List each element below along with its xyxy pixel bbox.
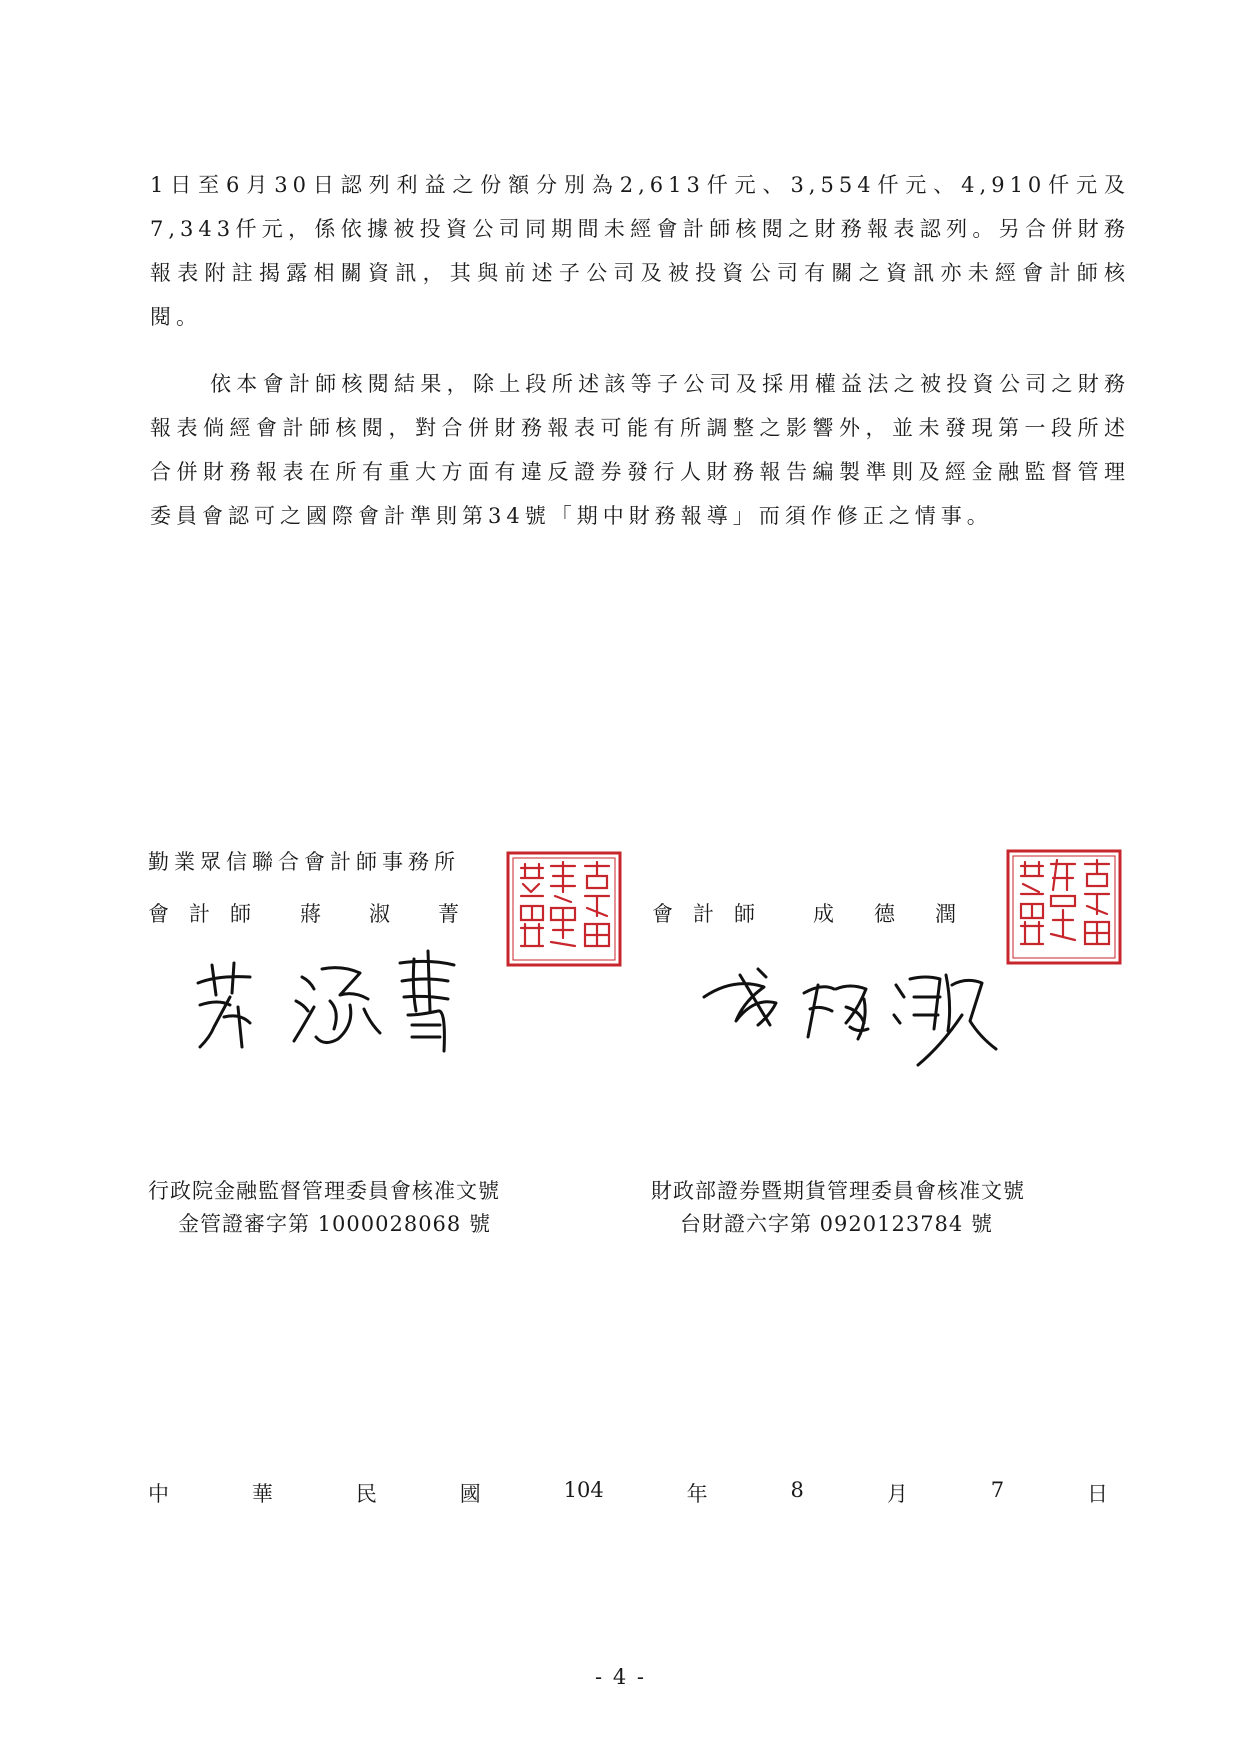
cpa1-title: 會計師 (148, 902, 271, 926)
date-part: 月 (886, 1482, 908, 1506)
audit-firm-name: 勤業眾信聯合會計師事務所 (148, 850, 460, 874)
report-date (148, 1478, 1108, 1508)
cpa1-handwritten-signature (190, 945, 490, 1065)
date-year: 104 (563, 1478, 604, 1502)
date-part: 民 (355, 1482, 377, 1506)
left-approval-authority: 行政院金融監督管理委員會核准文號 (148, 1179, 500, 1203)
right-approval-authority: 財政部證券暨期貨管理委員會核准文號 (651, 1179, 1025, 1203)
cpa1-name: 蔣淑菁 (300, 902, 507, 926)
cpa1-seal-stamp (505, 850, 623, 968)
date-month: 8 (790, 1478, 804, 1502)
date-part: 國 (459, 1482, 481, 1506)
date-part: 華 (251, 1482, 273, 1506)
date-part: 中 (148, 1482, 169, 1506)
cpa2-name: 成德潤 (813, 902, 996, 926)
cpa2-seal-stamp (1005, 848, 1123, 966)
body-paragraph-2: 依本會計師核閱結果，除上段所述該等子公司及採用權益法之被投資公司之財務報表倘經會計師核閱，對合併財務報表可能有所調整之影響外，並未發現第一段所述合併財務報表在所有重大方面有違反證券發行人財務報告編製準則及經金融監督管理委員會認可之國際會計準則第34號「期中財務報導」而須作修正之情事。 (150, 372, 1130, 528)
body-paragraph-1: 1日至6月30日認列利益之份額分別為2,613仟元、3,554仟元、4,910仟元及7,343仟元，係依據被投資公司同期間未經會計師核閱之財務報表認列。另合併財務報表附註揭露相關資訊，其與前述子公司及被投資公司有關之資訊亦未經會計師核閱。 (150, 173, 1130, 329)
date-day: 7 (990, 1478, 1005, 1502)
left-approval-number: 金管證審字第 1000028068 號 (178, 1212, 491, 1236)
date-part: 日 (1087, 1482, 1108, 1506)
right-approval-number: 台財證六字第 0920123784 號 (680, 1212, 993, 1236)
cpa2-handwritten-signature (700, 945, 1000, 1075)
date-part: 年 (686, 1482, 708, 1506)
cpa2-title: 會計師 (652, 902, 775, 926)
page-number: - 4 - (595, 1665, 646, 1689)
